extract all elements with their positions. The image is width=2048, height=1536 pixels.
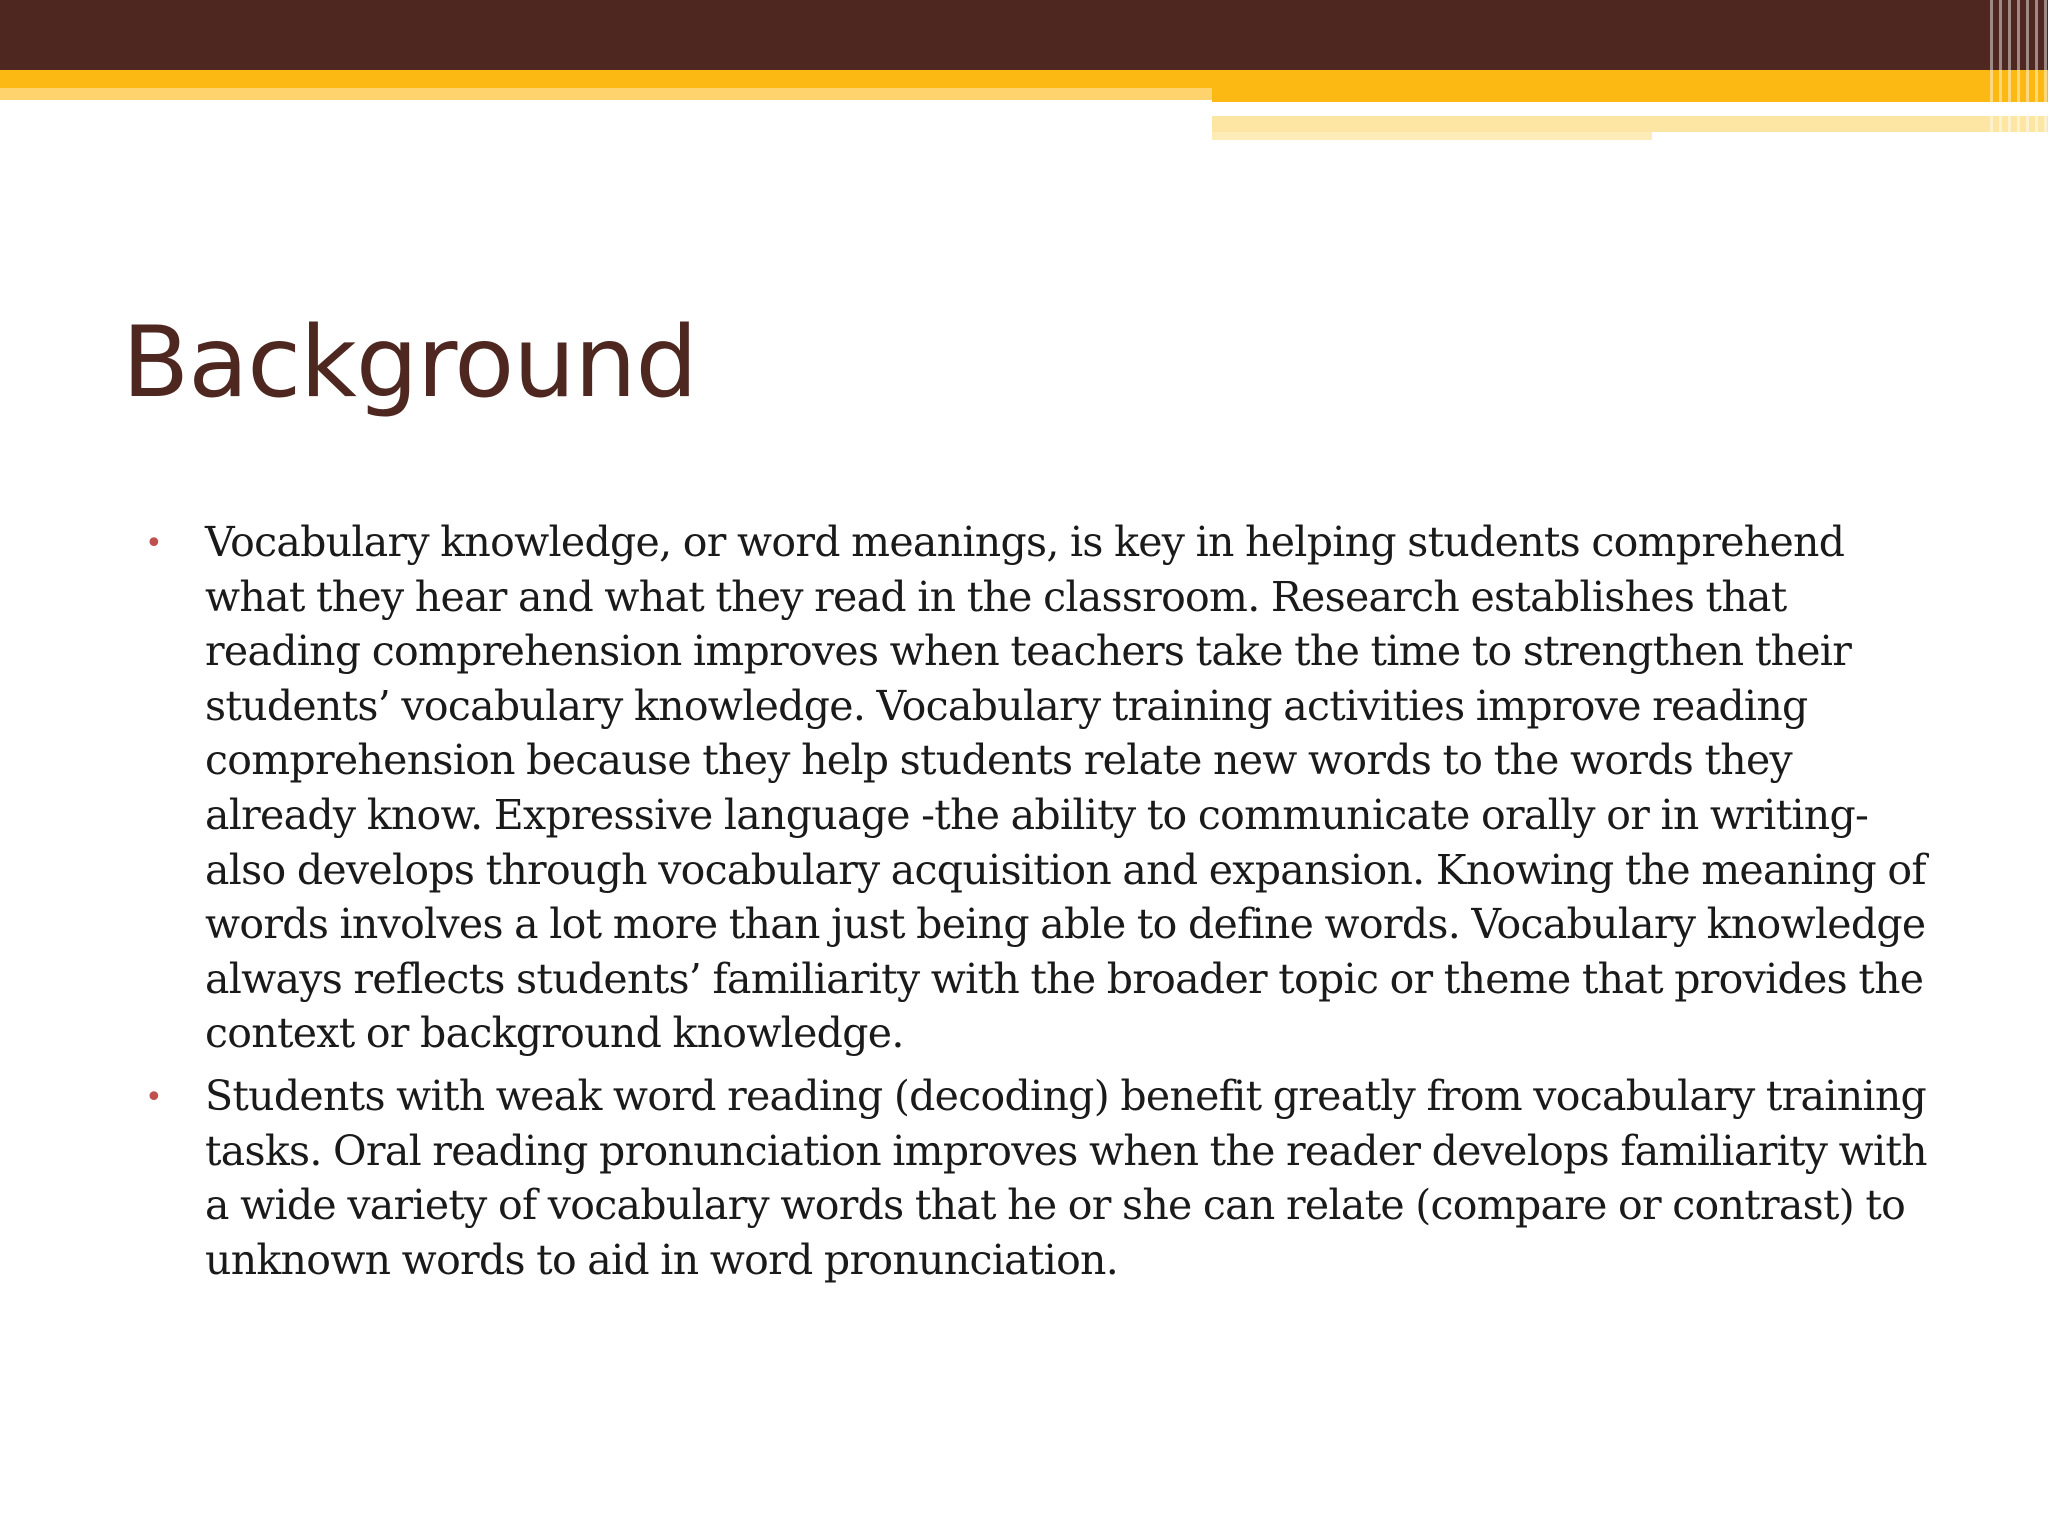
bullet-text: Vocabulary knowledge, or word meanings, is key in helping students comprehend what they hear and what they read in the classroom. Research establishes that reading comprehension improves when teachers take the time to strengthen their students’ vocabulary knowledge. Vocabulary training activities improve reading comprehension because they help students relate new words to the words they already know. Expressive language -the ability to communicate orally or in writing- also develops through vocabulary acquisition and expansion. Knowing the meaning of words involves a lot more than just being able to define words. Vocabulary knowledge always reflects students’ familiarity with the broader topic or theme that provides the context or background knowledge. (205, 518, 1926, 1058)
slide-title: Background (122, 306, 697, 420)
bullet-list (145, 515, 1935, 1295)
header-gold-band (0, 70, 2048, 88)
bullet-text: Students with weak word reading (decoding) benefit greatly from vocabulary training tasks. Oral reading pronunciation improves when the reader develops familiarity with a wide variety of vocabulary words that he or she can relate (compare or contrast) to unknown words to aid in word pronunciation. (205, 1071, 1927, 1284)
header-pale-band (1212, 116, 2048, 132)
bullet-item (145, 515, 1935, 1061)
header-stripes (1984, 0, 2048, 140)
header-gold-light-band (0, 88, 1212, 100)
header-gold-right-band (1212, 88, 2048, 102)
header-pale-band-lower (1212, 132, 1652, 140)
header-maroon-band (0, 0, 2048, 70)
bullet-item (145, 1069, 1935, 1287)
bullet-dot-icon: • (145, 1079, 163, 1115)
bullet-dot-icon: • (145, 526, 163, 561)
